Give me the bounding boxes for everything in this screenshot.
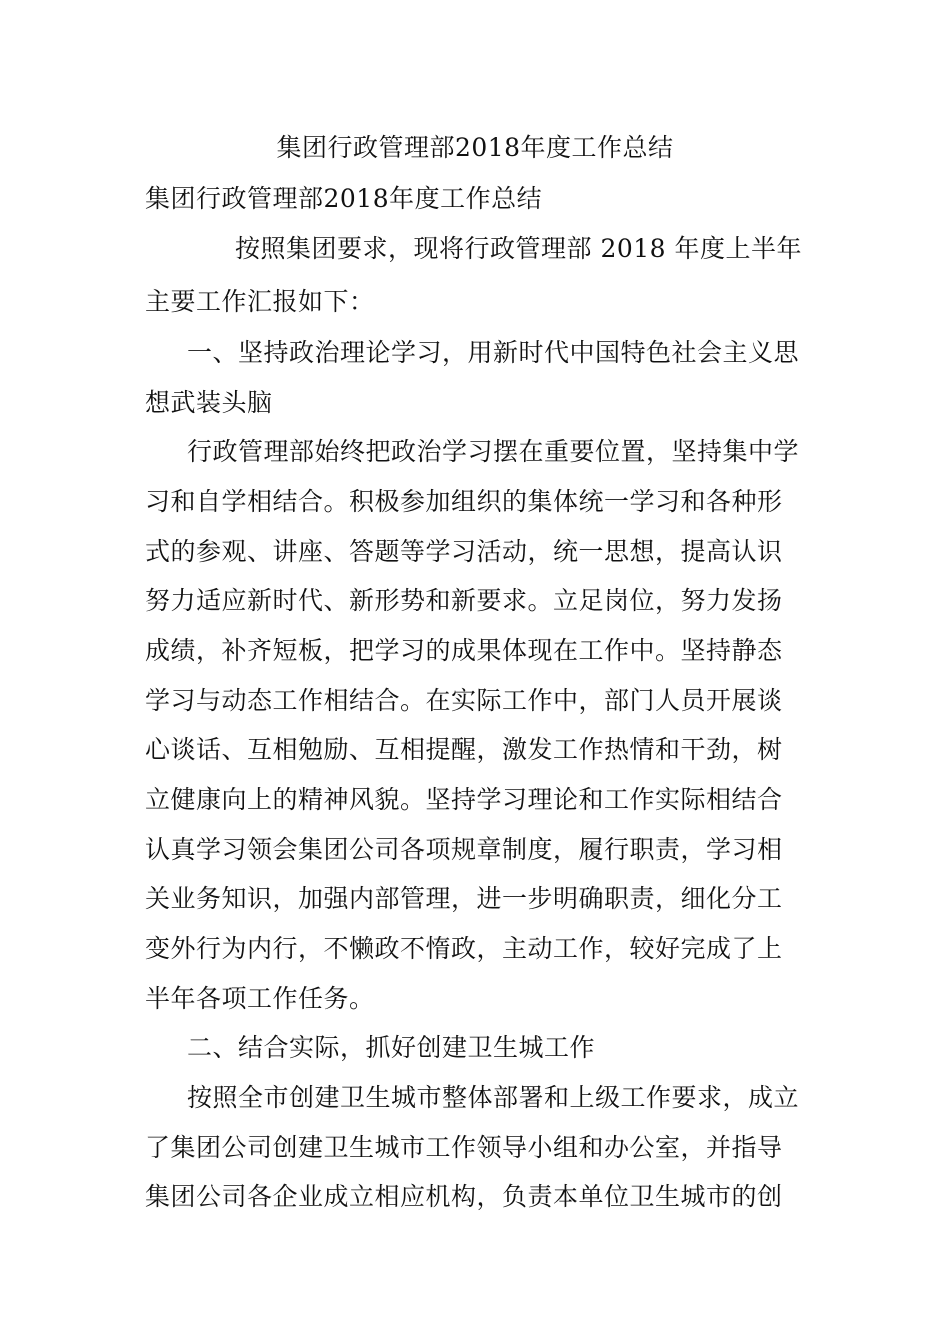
paragraph-line: 成绩，补齐短板，把学习的成果体现在工作中。坚持静态 xyxy=(145,636,783,665)
section-heading-2: 二、结合实际，抓好创建卫生城工作 xyxy=(187,1033,596,1062)
paragraph-line: 认真学习领会集团公司各项规章制度，履行职责，学习相 xyxy=(145,835,783,864)
paragraph-line: 关业务知识，加强内部管理，进一步明确职责，细化分工 xyxy=(145,884,783,913)
paragraph-line: 半年各项工作任务。 xyxy=(145,984,375,1013)
paragraph-line: 立健康向上的精神风貌。坚持学习理论和工作实际相结合 xyxy=(145,785,783,814)
paragraph-line: 变外行为内行，不懒政不惰政，主动工作，较好完成了上 xyxy=(145,934,783,963)
paragraph-line: 努力适应新时代、新形势和新要求。立足岗位，努力发扬 xyxy=(145,586,783,615)
section-heading-1: 一、坚持政治理论学习，用新时代中国特色社会主义思 xyxy=(187,338,800,367)
paragraph-line: 主要工作汇报如下： xyxy=(145,287,375,316)
section-heading-1-cont: 想武装头脑 xyxy=(145,388,273,417)
paragraph-line: 集团公司各企业成立相应机构，负责本单位卫生城市的创 xyxy=(145,1182,783,1211)
document-subtitle: 集团行政管理部2018年度工作总结 xyxy=(145,184,543,213)
paragraph-line: 学习与动态工作相结合。在实际工作中，部门人员开展谈 xyxy=(145,686,783,715)
paragraph-line: 心谈话、互相勉励、互相提醒，激发工作热情和干劲，树 xyxy=(145,735,783,764)
paragraph-line: 式的参观、讲座、答题等学习活动，统一思想，提高认识 xyxy=(145,537,783,566)
paragraph-line: 了集团公司创建卫生城市工作领导小组和办公室，并指导 xyxy=(145,1133,783,1162)
paragraph-line: 按照全市创建卫生城市整体部署和上级工作要求，成立 xyxy=(187,1083,800,1112)
document-title: 集团行政管理部2018年度工作总结 xyxy=(276,133,674,162)
paragraph-line: 习和自学相结合。积极参加组织的集体统一学习和各种形 xyxy=(145,487,783,516)
paragraph-line: 按照集团要求，现将行政管理部 2018 年度上半年 xyxy=(235,234,803,263)
paragraph-line: 行政管理部始终把政治学习摆在重要位置，坚持集中学 xyxy=(187,437,800,466)
